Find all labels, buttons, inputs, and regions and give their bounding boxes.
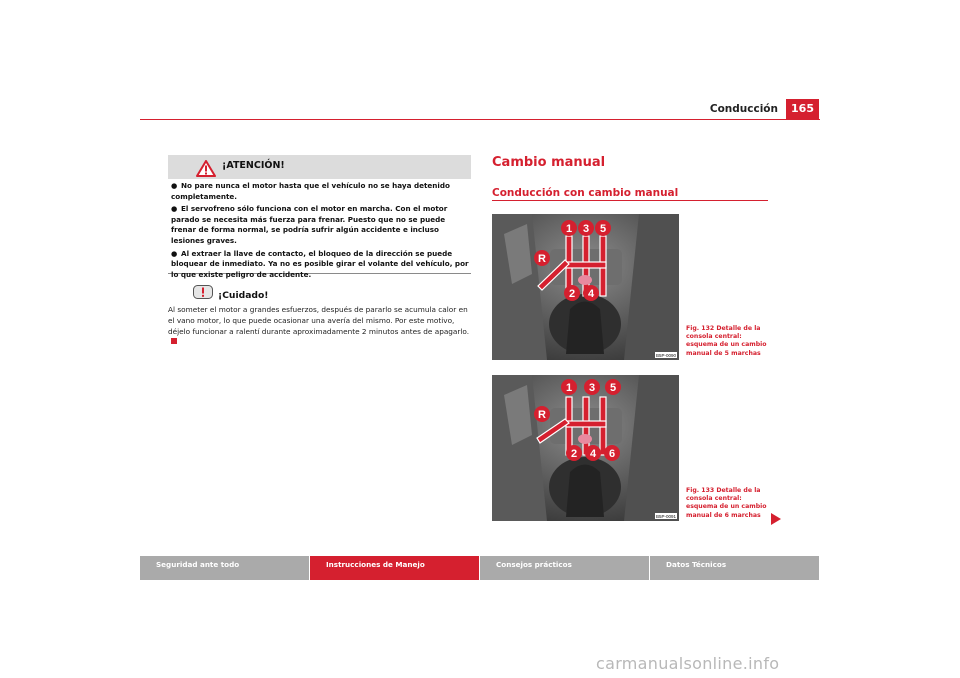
subsection-title: Conducción con cambio manual [492,187,679,199]
caution-title: ¡Cuidado! [218,290,269,301]
bullet-icon: ● [171,204,178,214]
gear-2-label: 2 [568,288,576,300]
end-of-section-icon [171,338,177,344]
gear-6-label: 6 [608,448,616,460]
gear-1-label: 1 [565,382,573,394]
page-number: 165 [786,99,819,119]
warning-item: ● No pare nunca el motor hasta que el vehículo no se haya detenido completamente. [171,181,450,201]
gear-2-label: 2 [570,448,578,460]
gear-reverse-label: R [538,253,546,265]
gear-5-label: 5 [599,223,607,235]
section-title: Cambio manual [492,155,606,170]
running-header-title: Conducción [709,103,778,115]
gear-4-label: 4 [587,288,595,300]
gear-3-label: 3 [582,223,590,235]
warning-list [171,181,469,282]
gear-1-label: 1 [565,223,573,235]
subsection-rule [492,200,768,201]
caution-icon [193,285,213,299]
tab-instrucciones[interactable]: Instrucciones de Manejo [310,556,479,580]
header-rule [140,119,820,120]
figure-133-caption: Fig. 133 Detalle de la consola central: esquema de un cambio manual de 6 marchas [686,487,767,519]
gear-reverse-label: R [538,409,546,421]
warning-item: ● El servofreno sólo funciona con el motor en marcha. Con el motor parado se necesita más fuerza para frenar. Puesto que no se puede frenar de forma normal, se podría sufrir algún accidente e incluso lesiones graves. [171,204,448,245]
warning-item: ● Al extraer la llave de contacto, el bloqueo de la dirección se puede bloquear de inmediato. Ya no es posible girar el volante del vehículo, por lo que existe peligro de accidente. [171,248,469,279]
warning-title: ¡ATENCIÓN! [222,160,285,171]
gear-3-label: 3 [588,382,596,394]
watermark: carmanualsonline.info [596,654,780,673]
gear-4-label: 4 [589,448,597,460]
figure-132-caption: Fig. 132 Detalle de la consola central: esquema de un cambio manual de 5 marchas [686,325,767,357]
figure-code: B5P-0090 [655,353,677,358]
tab-seguridad[interactable]: Seguridad ante todo [140,556,309,580]
bullet-icon: ● [171,248,178,258]
next-page-arrow-icon[interactable] [771,513,781,525]
caution-text: Al someter el motor a grandes esfuerzos, después de pararlo se acumula calor en el vano motor, lo que puede ocasionar una avería del mismo. Por este motivo, déjelo funcionar a ralentí durante aproximadamente 2 minutos antes de apagarlo. [168,305,471,348]
bullet-icon: ● [171,181,178,190]
gear-5-label: 5 [609,382,617,394]
figure-code: B5P-0091 [655,514,677,519]
tab-datos-tecnicos[interactable]: Datos Técnicos [650,556,819,580]
gearbox-5-speed-figure [492,214,679,360]
gearbox-6-speed-figure [492,375,679,521]
warning-triangle-icon [196,160,216,177]
tab-consejos[interactable]: Consejos prácticos [480,556,649,580]
